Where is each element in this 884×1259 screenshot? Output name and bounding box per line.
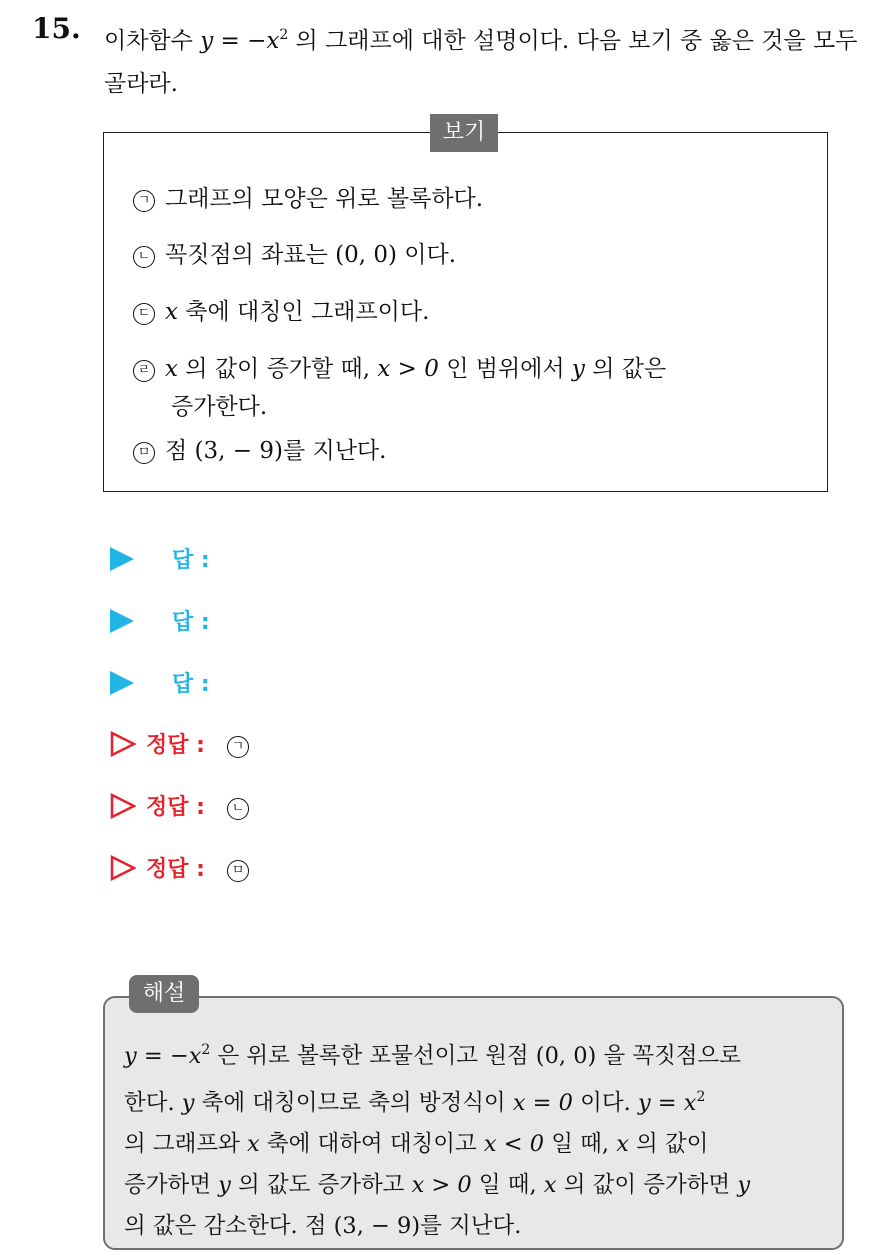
outline-triangle-icon: [110, 731, 136, 757]
circled-mark: ㄹ: [133, 360, 155, 382]
play-triangle-icon: [110, 671, 134, 695]
answer-row-2: 답 :: [110, 605, 210, 636]
correct-row-1: 정답 : ㄱ: [110, 728, 259, 759]
circled-mark: ㄴ: [133, 246, 155, 268]
question-text: 이차함수 $y = -x^2$ 의 그래프에 대한 설명이다. 다음 보기 중 옳은 것을 모두 골라라.: [104, 27, 858, 97]
circled-mark: ㅁ: [133, 442, 155, 464]
circled-mark: ㄷ: [133, 303, 155, 325]
bogi-item-3: ㄷ x 축에 대칭인 그래프이다.: [133, 293, 429, 331]
bogi-item-4: ㄹ x 의 값이 증가할 때, x > 0 인 범위에서 y 의 값은 증가한다.: [133, 350, 666, 426]
outline-triangle-icon: [110, 855, 136, 881]
outline-triangle-icon: [110, 793, 136, 819]
solution-title: 해설: [129, 975, 199, 1013]
circled-mark: ㄱ: [133, 190, 155, 212]
answer-row-3: 답 :: [110, 667, 210, 698]
solution-text: $y = -x^2$ 은 위로 볼록한 포물선이고 원점 (0, 0) 을 꼭짓점으로 한다. y 축에 대칭이므로 축의 방정식이 x = 0 이다. $y = x^2$ 의 그래프와 x 축에 대하여 대칭이고 x < 0 일 때, x 의 값이 증가하면 y 의 값도 증가하고 x > 0 일 때, x 의 값이 증가하면 y 의 값은 감소한다. 점 (3, − 9)를 지난다.: [124, 1042, 751, 1239]
bogi-item-1: ㄱ 그래프의 모양은 위로 볼록하다.: [133, 180, 483, 218]
question-number: 15.: [32, 12, 81, 45]
correct-row-3: 정답 : ㅁ: [110, 852, 259, 883]
circled-mark: ㄱ: [227, 736, 249, 758]
bogi-title: 보기: [430, 114, 498, 152]
play-triangle-icon: [110, 609, 134, 633]
bogi-item-2: ㄴ 꼭짓점의 좌표는 (0, 0) 이다.: [133, 236, 456, 274]
circled-mark: ㅁ: [227, 860, 249, 882]
bogi-item-5: ㅁ 점 (3, − 9)를 지난다.: [133, 432, 386, 470]
correct-row-2: 정답 : ㄴ: [110, 790, 259, 821]
answer-row-1: 답 :: [110, 543, 210, 574]
circled-mark: ㄴ: [227, 798, 249, 820]
play-triangle-icon: [110, 547, 134, 571]
